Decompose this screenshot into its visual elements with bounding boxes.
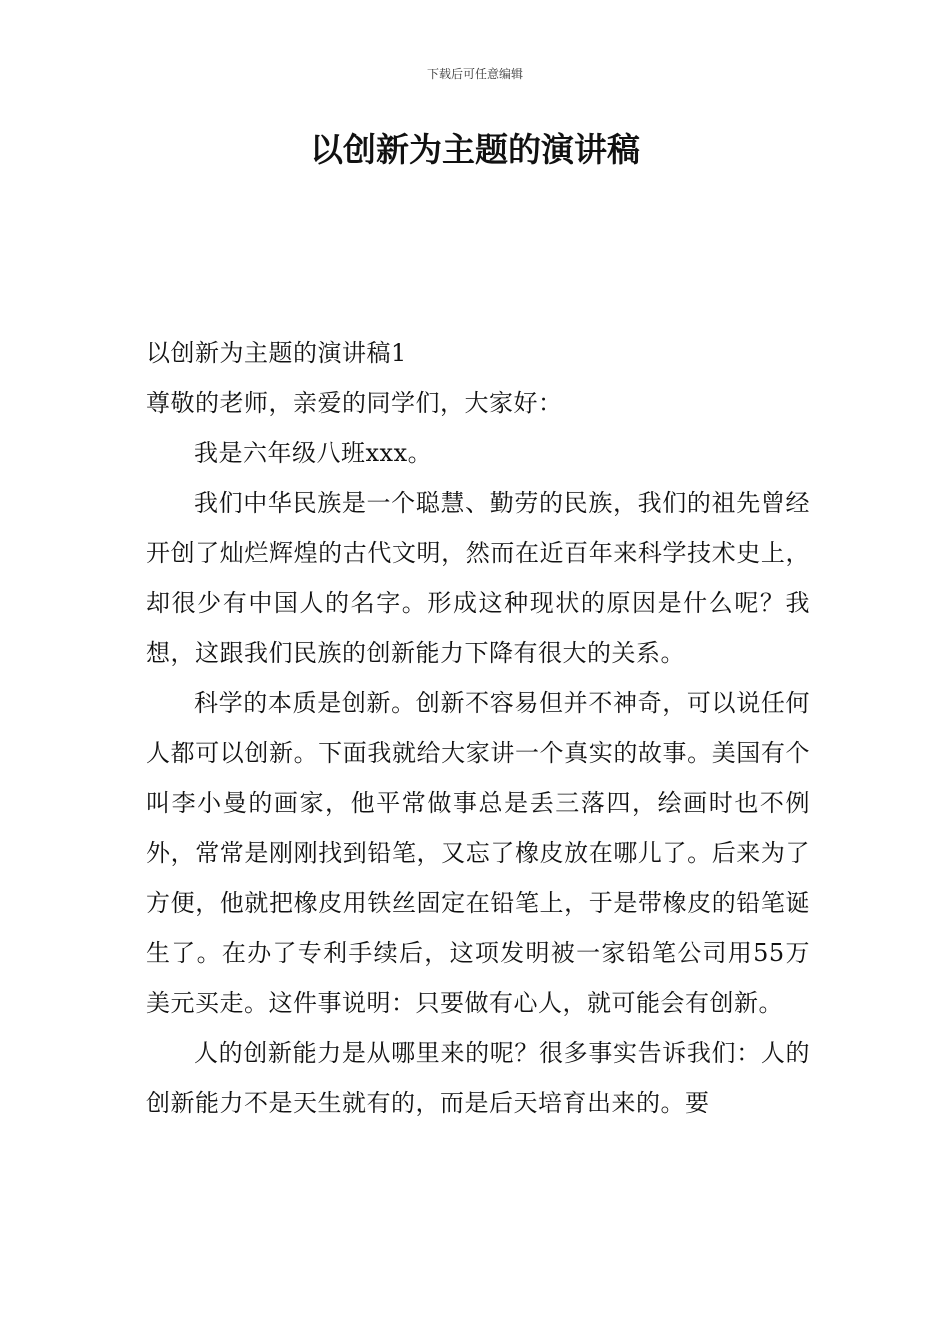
salutation: 尊敬的老师，亲爱的同学们，大家好： [146,389,563,417]
paragraph: 科学的本质是创新。创新不容易但并不神奇，可以说任何人都可以创新。下面我就给大家讲一个真实的故事。美国有个叫李小曼的画家，他平常做事总是丢三落四，绘画时也不例外，常常是刚刚找到铅笔，又忘了橡皮放在哪儿了。后来为了方便，他就把橡皮用铁丝固定在铅笔上，于是带橡皮的铅笔诞生了。在办了专利手续后，这项发明被一家铅笔公司用55万美元买走。这件事说明：只要做有心人，就可能会有创新。 [146,689,810,1017]
paragraph-introduction: 我是六年级八班xxx。 [194,439,433,467]
page-header-note: 下载后可任意编辑 [426,67,523,81]
document-title: 以创新为主题的演讲稿 [310,130,640,169]
paragraph: 人的创新能力是从哪里来的呢？很多事实告诉我们：人的创新能力不是天生就有的，而是后天培育出来的。要 [146,1039,810,1117]
paragraph: 我们中华民族是一个聪慧、勤劳的民族，我们的祖先曾经开创了灿烂辉煌的古代文明，然而在近百年来科学技术史上，却很少有中国人的名字。形成这种现状的原因是什么呢？我想，这跟我们民族的创新能力下降有很大的关系。 [146,489,810,667]
document-body [146,328,810,1128]
section-heading: 以创新为主题的演讲稿1 [146,339,407,367]
